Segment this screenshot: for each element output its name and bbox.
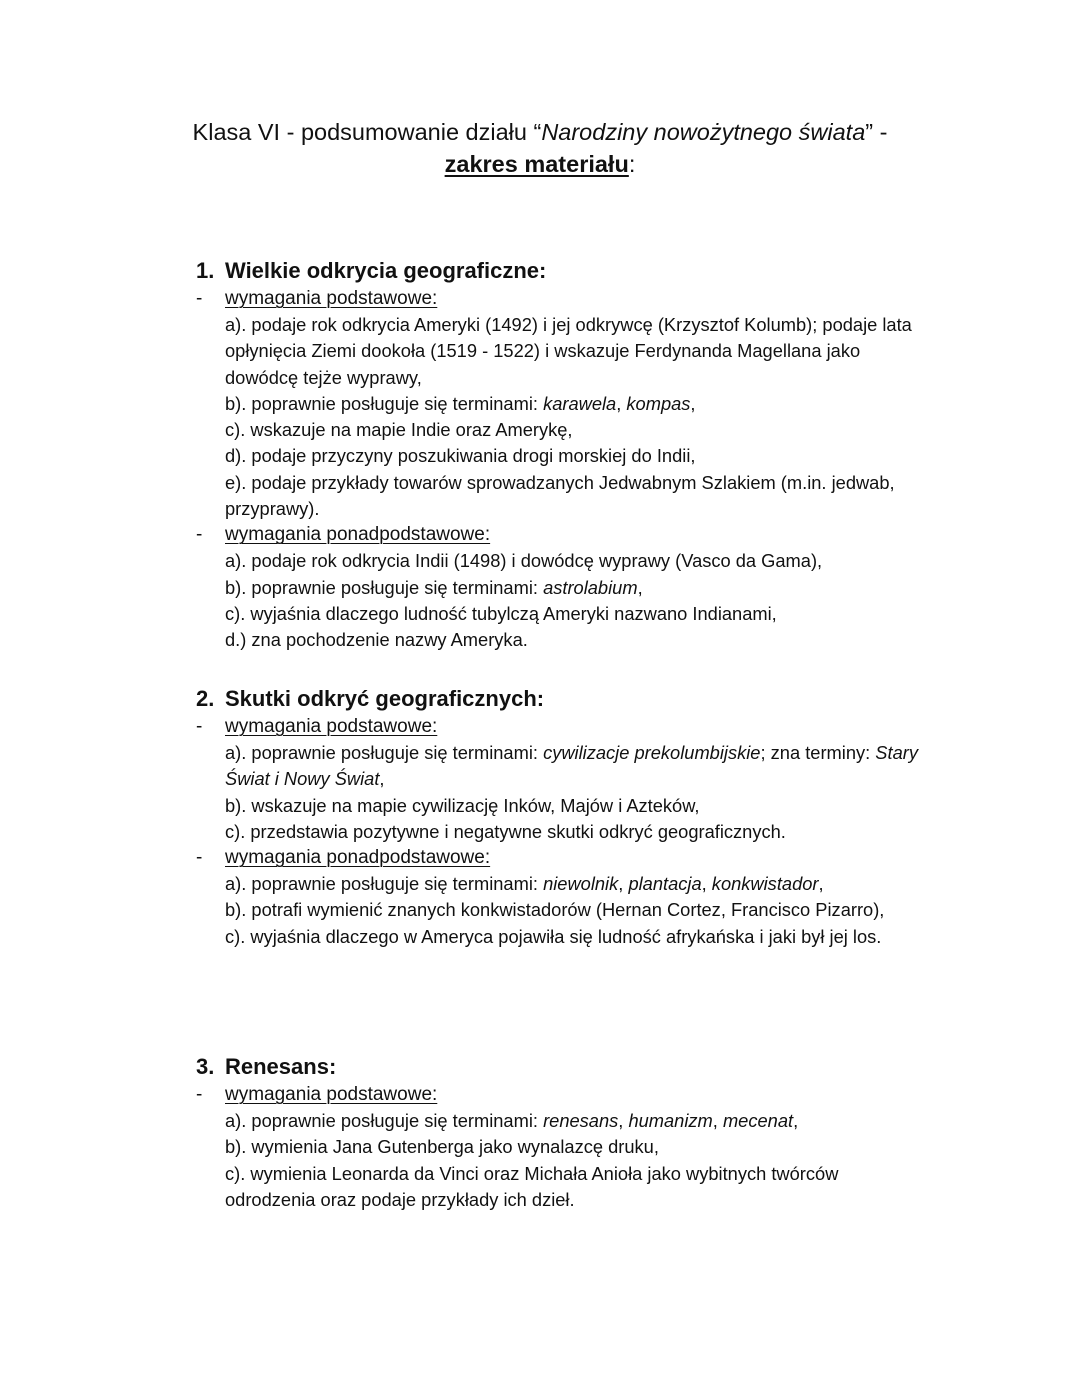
requirement-item (225, 391, 926, 417)
dash-bullet: - (196, 288, 203, 309)
requirement-item (225, 417, 926, 443)
item-text: , (712, 1110, 723, 1131)
dash-bullet: - (196, 716, 203, 737)
requirements-advanced (196, 845, 926, 950)
term-italic: astrolabium (543, 576, 638, 598)
requirement-item (225, 443, 926, 469)
section-number: 3. (196, 1054, 215, 1079)
requirement-item (225, 819, 926, 845)
requirements-list (196, 548, 926, 653)
section-heading (196, 256, 926, 286)
dash-bullet: - (196, 524, 203, 546)
dash-bullet: - (196, 847, 203, 869)
requirement-item (225, 312, 926, 391)
item-text: , (618, 873, 629, 895)
requirement-item (225, 601, 926, 627)
requirements-label: wymagania ponadpodstawowe: (225, 524, 491, 546)
requirement-item (225, 793, 926, 819)
requirement-item (225, 1108, 926, 1134)
term-italic: cywilizacje prekolumbijskie (543, 742, 761, 763)
item-text: c). wyjaśnia dlaczego w Ameryca pojawiła się ludność afrykańska i jaki był jej los. (225, 925, 882, 947)
item-text: b). poprawnie posługuje się terminami: (225, 392, 544, 414)
term-italic: kompas (626, 392, 691, 414)
term-italic: Stary Świat i Nowy Świat (225, 742, 918, 790)
item-text: a). poprawnie posługuje się terminami: (225, 1110, 544, 1131)
term-italic: konkwistador (711, 873, 819, 895)
requirement-item (225, 470, 926, 523)
item-text: , (701, 873, 712, 895)
item-text: , (690, 392, 696, 414)
title-suffix: ” - (865, 119, 888, 145)
section-1 (196, 256, 926, 654)
item-text: a). poprawnie posługuje się terminami: (225, 742, 544, 763)
item-text: c). wyjaśnia dlaczego ludność tubylczą Ameryki nazwano Indianami, (225, 602, 777, 624)
requirements-basic (196, 1082, 926, 1213)
item-text: , (637, 576, 643, 598)
requirement-item (225, 871, 926, 897)
item-text: b). wymienia Jana Gutenberga jako wynalazcę druku, (225, 1136, 659, 1158)
item-text: , (616, 392, 627, 414)
requirement-item (225, 548, 926, 574)
item-text: b). poprawnie posługuje się terminami: (225, 576, 544, 598)
item-text: ; zna terminy: (760, 742, 876, 763)
section-2 (196, 684, 926, 950)
section-3 (196, 1052, 926, 1213)
requirements-list (196, 1108, 926, 1213)
item-text: b). wskazuje na mapie cywilizację Inków, Majów i Azteków, (225, 794, 700, 816)
section-heading (196, 684, 926, 714)
dash-bullet: - (196, 1084, 203, 1105)
section-title: Skutki odkryć geograficznych: (225, 686, 545, 711)
requirements-list (196, 871, 926, 950)
requirements-label: wymagania podstawowe: (225, 288, 438, 309)
requirement-item (225, 897, 926, 923)
document-title (0, 116, 1080, 180)
requirements-label: wymagania ponadpodstawowe: (225, 847, 491, 869)
requirement-item (225, 924, 926, 950)
term-italic: karawela (543, 392, 617, 414)
section-number: 2. (196, 686, 215, 711)
requirements-basic (196, 286, 926, 522)
requirement-item (225, 627, 926, 653)
item-text: a). podaje rok odkrycia Ameryki (1492) i jej odkrywcę (Krzysztof Kolumb); podaje lata opłynięcia Ziemi dookoła (1519 - 1522) i wskazuje Ferdynanda Magellana jako dowódcę tejże wyprawy, (225, 314, 912, 388)
requirements-basic (196, 714, 926, 845)
item-text: c). wskazuje na mapie Indie oraz Amerykę, (225, 419, 573, 441)
item-text: , (818, 873, 824, 895)
item-text: c). wymienia Leonarda da Vinci oraz Michała Anioła jako wybitnych twórców odrodzenia oraz podaje przykłady ich dzieł. (225, 1162, 839, 1210)
section-number: 1. (196, 258, 215, 283)
requirements-label: wymagania podstawowe: (225, 1084, 438, 1105)
requirement-item (225, 1161, 926, 1214)
item-text: , (379, 768, 385, 790)
requirement-item (225, 1134, 926, 1160)
requirement-item (225, 740, 926, 793)
item-text: e). podaje przykłady towarów sprowadzanych Jedwabnym Szlakiem (m.in. jedwab, przyprawy). (225, 471, 895, 520)
requirements-list (196, 740, 926, 845)
term-italic: niewolnik (543, 873, 619, 895)
term-italic: humanizm (628, 1110, 713, 1131)
title-scope-label: zakres materiału (444, 151, 629, 177)
requirements-list (196, 312, 926, 522)
item-text: , (793, 1110, 799, 1131)
term-italic: mecenat (722, 1110, 794, 1131)
requirements-advanced (196, 522, 926, 653)
section-title: Wielkie odkrycia geograficzne: (225, 258, 547, 283)
item-text: d). podaje przyczyny poszukiwania drogi morskiej do Indii, (225, 445, 696, 467)
requirement-item (225, 575, 926, 601)
term-italic: renesans (543, 1110, 619, 1131)
item-text: d.) zna pochodzenie nazwy Ameryka. (225, 629, 528, 651)
item-text: c). przedstawia pozytywne i negatywne skutki odkryć geograficznych. (225, 820, 786, 842)
item-text: a). podaje rok odkrycia Indii (1498) i dowódcę wyprawy (Vasco da Gama), (225, 550, 823, 572)
term-italic: plantacja (628, 873, 702, 895)
section-title: Renesans: (225, 1054, 337, 1079)
requirements-label: wymagania podstawowe: (225, 716, 438, 737)
item-text: a). poprawnie posługuje się terminami: (225, 873, 544, 895)
title-prefix: Klasa VI - podsumowanie działu “ (192, 119, 542, 145)
title-italic-topic: Narodziny nowożytnego świata (541, 119, 866, 145)
item-text: b). potrafi wymienić znanych konkwistadorów (Hernan Cortez, Francisco Pizarro), (225, 899, 885, 921)
title-colon: : (628, 151, 636, 177)
item-text: , (618, 1110, 629, 1131)
title-line-2 (445, 148, 636, 180)
section-heading (196, 1052, 926, 1082)
